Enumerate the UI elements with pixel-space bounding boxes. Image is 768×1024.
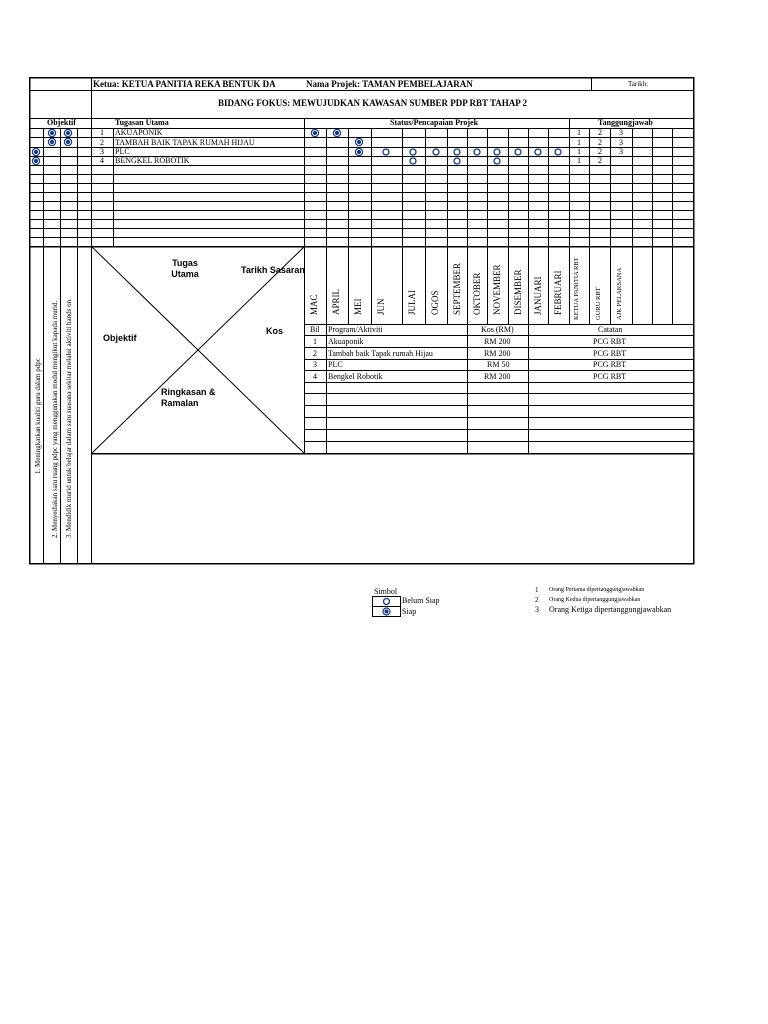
legend-role-text: Orang Pertama dipertanggungjawabkan — [549, 587, 645, 593]
cost-header-notes: Catatan — [598, 325, 623, 334]
resp-3: 3 — [619, 128, 623, 137]
resp-1: 1 — [577, 138, 581, 147]
cost-header-cost: Kos (RM) — [481, 325, 514, 334]
project-leader: Ketua: KETUA PANITIA REKA BENTUK DA — [93, 79, 276, 89]
table-row: PLC — [328, 360, 343, 369]
month-header: MAC — [309, 294, 319, 315]
legend-role-no: 1 — [535, 586, 539, 594]
legend-open-label: Belum Siap — [402, 596, 440, 605]
objective-1: 1. Meningkatkan kualiti guru dalam pdpc — [34, 358, 42, 474]
table-row: 1 — [313, 337, 317, 346]
task-number: 1 — [100, 128, 104, 137]
legend-role-text: Orang Kedua dipertanggungjawabkan — [549, 597, 641, 603]
table-row: RM 200 — [484, 349, 511, 358]
month-header: JUN — [376, 298, 386, 315]
legend-role-text: Orang Ketiga dipertanggungjawabkan — [549, 605, 672, 614]
month-header: APRIL — [331, 288, 341, 315]
legend-role-no: 3 — [535, 605, 539, 614]
role-header: KETUA PANITIA RBT — [573, 257, 580, 320]
xmatrix-main-task: Tugas Utama — [171, 258, 199, 279]
project-name: Nama Projek: TAMAN PEMBELAJARAN — [306, 79, 473, 89]
table-row: RM 50 — [487, 360, 510, 369]
resp-2: 2 — [598, 156, 602, 165]
table-row: PCG RBT — [593, 360, 627, 369]
status-header: Status/Pencapaian Projek — [390, 118, 479, 127]
table-row: RM 200 — [484, 372, 511, 381]
xmatrix-cost: Kos — [266, 326, 284, 336]
month-header: NOVEMBER — [492, 264, 502, 315]
xmatrix-target-date: Tarikh Sasaran — [241, 265, 305, 275]
month-header: OKTOBER — [472, 272, 482, 315]
resp-1: 1 — [577, 147, 581, 156]
resp-2: 2 — [598, 138, 602, 147]
table-row: 4 — [313, 372, 317, 381]
resp-2: 2 — [598, 128, 602, 137]
month-header: DISEMBER — [513, 269, 523, 315]
month-header: MEI — [353, 298, 363, 315]
task-name: BENGKEL ROBOTIK — [115, 156, 190, 165]
task-name: AKUAPONIK — [115, 128, 163, 137]
task-number: 4 — [100, 156, 104, 165]
focus-area-title: BIDANG FOKUS: MEWUJUDKAN KAWASAN SUMBER PDP RBT TAHAP 2 — [218, 98, 528, 108]
table-row: PCG RBT — [593, 349, 627, 358]
table-row: PCG RBT — [593, 337, 627, 346]
objective-header: Objektif — [47, 118, 76, 127]
month-header: JULAI — [407, 290, 417, 315]
objective-3: 3. Mendidik murid untuk belajar dalam satu suasana sekitar melalui aktiviti hands on. — [65, 298, 73, 538]
task-name: PLC — [115, 147, 130, 156]
objective-2: 2. Menyediakan satu ruang pdpc yang menggunakan modul mengikut kapada murid. — [51, 300, 59, 538]
month-header: SEPTEMBER — [452, 262, 462, 315]
table-row: Bengkel Robotik — [328, 372, 383, 381]
legend-symbols — [372, 596, 402, 618]
responsibility-header: Tanggungjawab — [598, 118, 653, 127]
role-header: GURU RBT — [595, 287, 602, 320]
open-circle-icon — [384, 599, 390, 605]
legend-role-no: 2 — [535, 596, 539, 604]
date-label: Tarikh: — [628, 80, 649, 88]
role-header: AJK PELAKSANA — [616, 267, 623, 320]
table-row: Tambah baik Tapak rumah Hijau — [328, 349, 433, 358]
resp-2: 2 — [598, 147, 602, 156]
table-row: 2 — [313, 349, 317, 358]
resp-1: 1 — [577, 128, 581, 137]
main-task-header: Tugasan Utama — [115, 118, 169, 127]
xmatrix-summary: Ringkasan & Ramalan — [161, 387, 216, 408]
legend-filled-label: Siap — [402, 607, 417, 616]
resp-3: 3 — [619, 138, 623, 147]
xmatrix-objective: Objektif — [103, 333, 137, 343]
month-header: JANUARI — [533, 276, 543, 315]
task-number: 2 — [100, 138, 104, 147]
month-header: OGOS — [430, 290, 440, 315]
task-name: TAMBAH BAIK TAPAK RUMAH HIJAU — [115, 138, 255, 147]
table-row: Akuaponik — [328, 337, 364, 346]
legend-title: Simbol — [374, 587, 398, 596]
month-header: FEBRUARI — [553, 270, 563, 315]
task-number: 3 — [100, 147, 104, 156]
resp-1: 1 — [577, 156, 581, 165]
cost-header-bil: Bil — [310, 325, 320, 334]
cost-header-program: Program/Aktiviti — [328, 325, 383, 334]
table-row: 3 — [313, 360, 317, 369]
table-row: PCG RBT — [593, 372, 627, 381]
resp-3: 3 — [619, 147, 623, 156]
table-row: RM 200 — [484, 337, 511, 346]
